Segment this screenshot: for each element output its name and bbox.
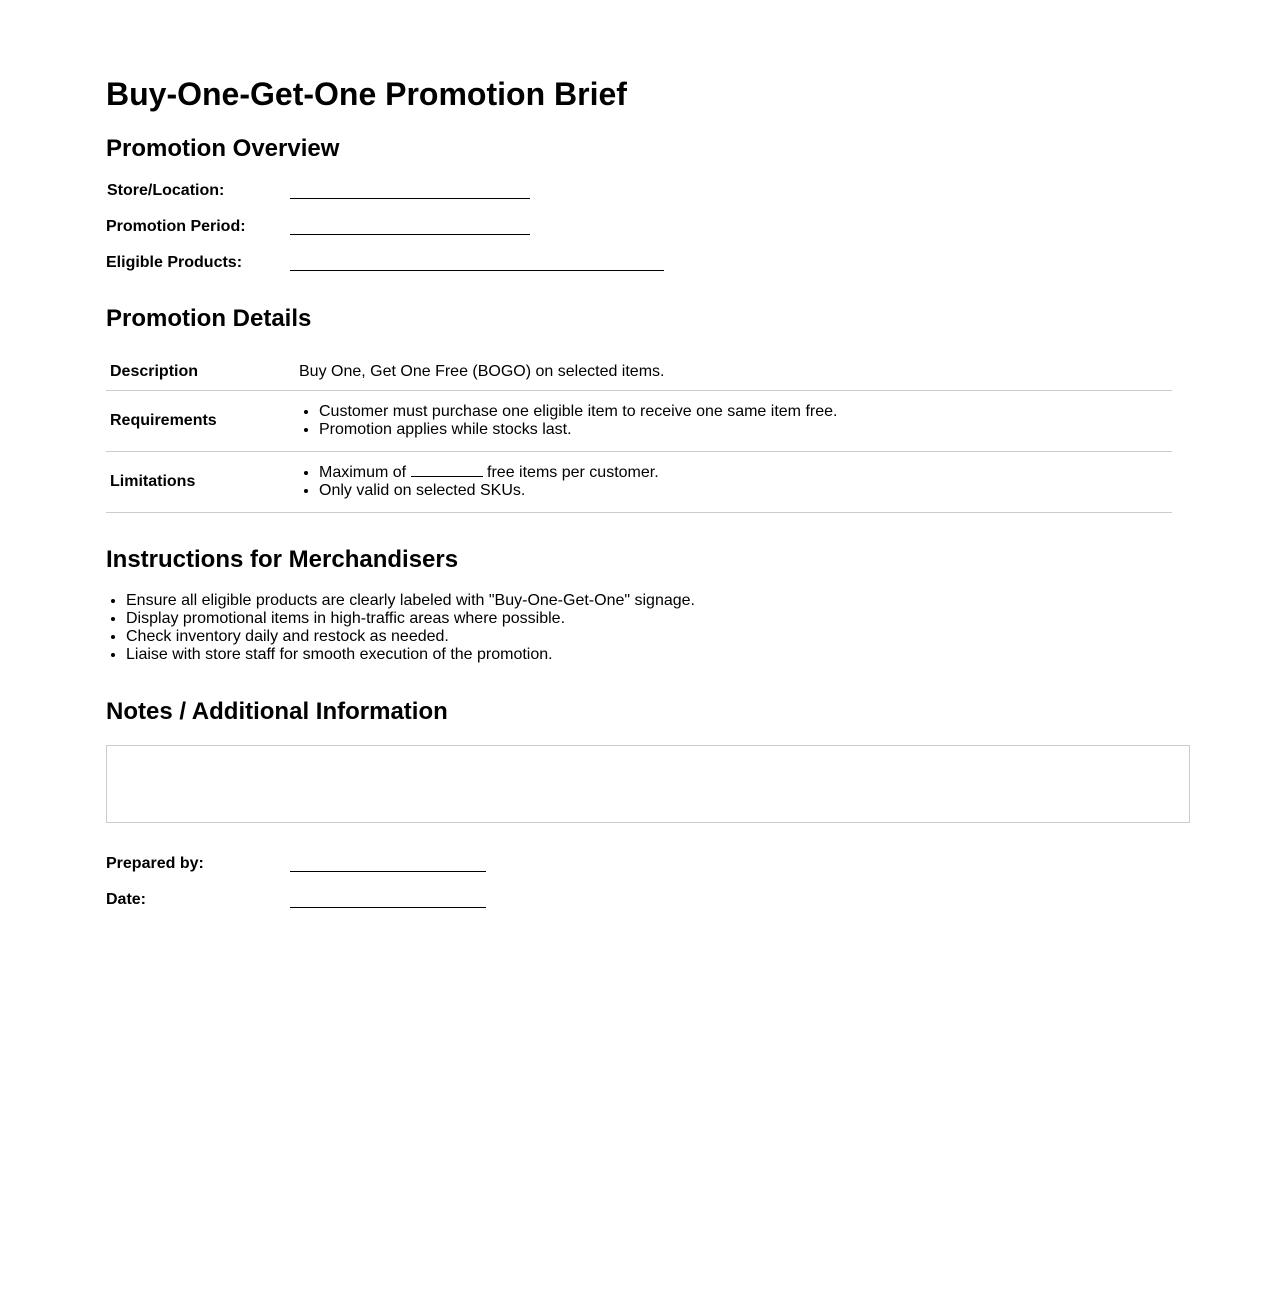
limitations-list <box>299 464 1172 500</box>
promotion-period-label: Promotion Period: <box>106 218 246 235</box>
section-heading-instructions: Instructions for Merchandisers <box>106 546 459 573</box>
date-blank[interactable] <box>290 907 486 908</box>
date-label: Date: <box>106 891 147 908</box>
limitations-value <box>295 452 1172 513</box>
list-item: • Ensure all eligible products are clearly labeled with "Buy-One-Get-One" signage. <box>126 592 695 610</box>
list-item: • Check inventory daily and restock as needed. <box>126 628 695 646</box>
prepared-by-label: Prepared by: <box>106 855 204 872</box>
table-row <box>106 452 1172 513</box>
eligible-products-blank[interactable] <box>290 270 664 271</box>
store-location-label: Store/Location: <box>107 182 225 199</box>
prepared-by-field <box>106 854 806 878</box>
list-item: • Display promotional items in high-traffic areas where possible. <box>126 610 695 628</box>
requirements-value <box>295 391 1172 452</box>
instructions-list <box>106 592 695 664</box>
document-title: Buy-One-Get-One Promotion Brief <box>106 76 627 112</box>
eligible-products-label: Eligible Products: <box>106 254 243 271</box>
section-heading-notes: Notes / Additional Information <box>106 698 448 725</box>
promotion-period-blank[interactable] <box>290 234 530 235</box>
eligible-products-field <box>106 253 806 277</box>
table-row <box>106 354 1172 391</box>
list-item: • Liaise with store staff for smooth execution of the promotion. <box>126 646 695 664</box>
requirements-list <box>299 403 1172 439</box>
list-item: • Promotion applies while stocks last. <box>319 421 1172 439</box>
description-value: Buy One, Get One Free (BOGO) on selected items. <box>295 354 1172 391</box>
max-items-blank[interactable] <box>411 464 483 477</box>
table-row <box>106 391 1172 452</box>
list-item: • Only valid on selected SKUs. <box>319 482 1172 500</box>
max-items-prefix: Maximum of <box>319 464 407 481</box>
max-items-suffix: free items per customer. <box>487 464 659 481</box>
promotion-details-table <box>106 354 1172 513</box>
store-location-blank[interactable] <box>290 198 530 199</box>
promotion-period-field <box>106 217 806 241</box>
date-field <box>106 890 806 914</box>
prepared-by-blank[interactable] <box>290 871 486 872</box>
store-location-field <box>106 181 806 205</box>
section-heading-overview: Promotion Overview <box>106 135 340 162</box>
notes-box[interactable] <box>106 745 1190 823</box>
requirements-label: Requirements <box>106 391 295 452</box>
list-item: • Customer must purchase one eligible item to receive one same item free. <box>319 403 1172 421</box>
list-item <box>319 464 1172 482</box>
section-heading-details: Promotion Details <box>106 305 312 332</box>
limitations-label: Limitations <box>106 452 295 513</box>
description-label: Description <box>106 354 295 391</box>
